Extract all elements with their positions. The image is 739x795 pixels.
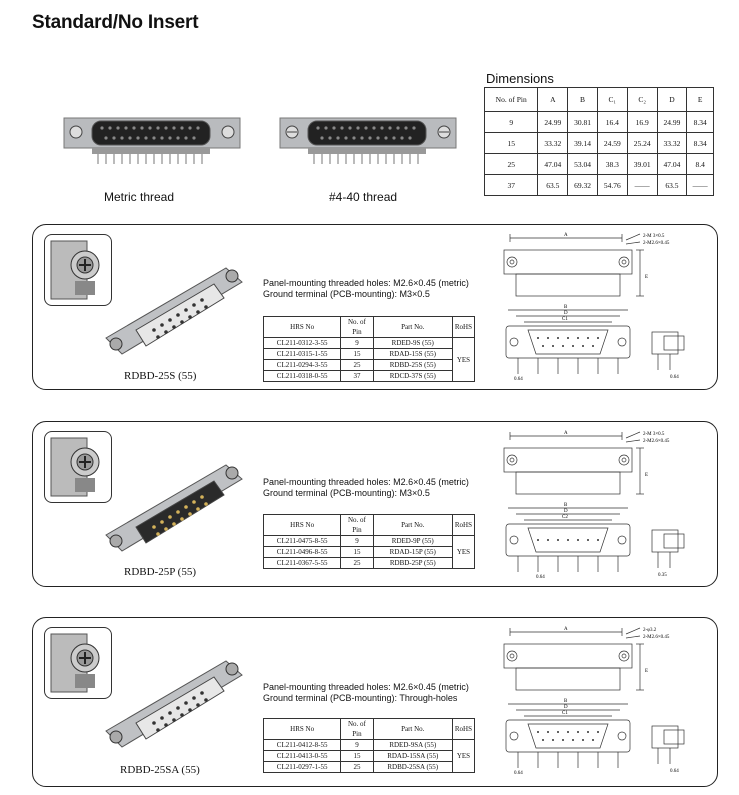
table-cell: RDAD-15S (55)	[373, 349, 452, 360]
dimensions-title: Dimensions	[486, 71, 554, 86]
dim-header-e: E	[687, 88, 714, 112]
rohs-cell: YES	[452, 740, 474, 773]
table-cell: 30.81	[568, 112, 598, 133]
table-cell: 8.34	[687, 112, 714, 133]
spec-ground-terminal: Ground terminal (PCB-mounting): M3×0.5	[263, 488, 430, 498]
table-cell: 37	[341, 371, 373, 382]
table-cell: 9	[341, 536, 373, 547]
dwg-note-ground: 2-M 3×0.5	[643, 432, 665, 437]
table-cell: CL211-0367-5-55	[264, 558, 341, 569]
technical-drawing	[498, 622, 710, 780]
table-cell: 15	[341, 547, 373, 558]
table-cell: 15	[341, 751, 373, 762]
dim-e-label: E	[645, 275, 649, 280]
table-row	[264, 740, 475, 751]
parts-header-part: Part No.	[373, 719, 452, 740]
dim-side-label: 0.64	[670, 769, 679, 774]
spec-mounting-holes: Panel-mounting threaded holes: M2.6×0.45 (metric)	[263, 278, 469, 288]
table-row	[264, 360, 475, 371]
table-cell: RDAD-15P (55)	[373, 547, 452, 558]
dim-c-label: C1	[562, 711, 568, 716]
parts-header-rohs: RoHS	[452, 317, 474, 338]
table-cell: CL211-0475-8-55	[264, 536, 341, 547]
table-cell: 63.5	[538, 175, 568, 196]
table-cell: 24.99	[657, 112, 687, 133]
spec-ground-terminal: Ground terminal (PCB-mounting): M3×0.5	[263, 289, 430, 299]
rdbd-25sa-connector-photo	[96, 651, 246, 761]
imperial-thread-connector-photo	[278, 112, 458, 168]
rdbd-25s-connector-photo	[96, 258, 246, 368]
rohs-cell: YES	[452, 536, 474, 569]
dwg-note-ground: 2-φ3.2	[643, 628, 657, 633]
table-cell: RDED-9S (55)	[373, 338, 452, 349]
dim-header-d: D	[657, 88, 687, 112]
metric-thread-connector-photo	[62, 112, 242, 168]
table-cell: 54.76	[597, 175, 627, 196]
table-cell: 24.99	[538, 112, 568, 133]
page-title: Standard/No Insert	[32, 12, 199, 33]
table-cell: 9	[341, 338, 373, 349]
table-cell: RDED-9P (55)	[373, 536, 452, 547]
table-cell: 33.32	[538, 133, 568, 154]
table-row	[264, 547, 475, 558]
dwg-note-holes: 2-M2.6×0.45	[643, 241, 670, 246]
table-cell: 25	[341, 360, 373, 371]
panel-caption: RDBD-25S (55)	[124, 370, 197, 382]
dim-b-label: B	[564, 503, 568, 508]
dim-header-a: A	[538, 88, 568, 112]
table-row	[264, 371, 475, 382]
dim-c-label: C1	[562, 317, 568, 322]
dwg-note-ground: 2-M 3×0.5	[643, 234, 665, 239]
table-cell: CL211-0297-1-55	[264, 762, 341, 773]
table-cell: 9	[341, 740, 373, 751]
table-cell: 69.32	[568, 175, 598, 196]
table-cell: 25	[341, 558, 373, 569]
table-cell: 8.4	[687, 154, 714, 175]
dim-side-label: 0.64	[670, 375, 679, 380]
parts-header-pins: No. of Pin	[341, 317, 373, 338]
dim-a-label: A	[564, 627, 568, 632]
spec-text	[263, 682, 469, 704]
table-row	[264, 338, 475, 349]
dim-b-label: B	[564, 305, 568, 310]
spec-mounting-holes: Panel-mounting threaded holes: M2.6×0.45 (metric)	[263, 477, 469, 487]
table-cell: 37	[485, 175, 538, 196]
rdbd-25p-connector-photo	[96, 455, 246, 565]
metric-thread-label: Metric thread	[104, 190, 175, 204]
spec-mounting-holes: Panel-mounting threaded holes: M2.6×0.45 (metric)	[263, 682, 469, 692]
dim-a-label: A	[564, 431, 568, 436]
dwg-note-holes: 2-M2.6×0.45	[643, 635, 670, 640]
parts-header-hrs: HRS No	[264, 515, 341, 536]
table-cell: CL211-0496-8-55	[264, 547, 341, 558]
table-cell: ——	[627, 175, 657, 196]
table-cell: CL211-0315-1-55	[264, 349, 341, 360]
dim-e-label: E	[645, 473, 649, 478]
spec-text	[263, 278, 469, 300]
table-cell: 9	[485, 112, 538, 133]
parts-table	[263, 316, 475, 382]
table-cell: RDBD-25P (55)	[373, 558, 452, 569]
dim-b-label: B	[564, 699, 568, 704]
table-cell: 25	[485, 154, 538, 175]
table-cell: 15	[485, 133, 538, 154]
table-cell: CL211-0413-0-55	[264, 751, 341, 762]
spec-text	[263, 477, 469, 499]
dim-side-label: 0.35	[658, 573, 667, 578]
table-row	[485, 154, 714, 175]
rohs-cell: YES	[452, 338, 474, 382]
parts-header-hrs: HRS No	[264, 719, 341, 740]
dim-header-pins: No. of Pin	[485, 88, 538, 112]
table-cell: 16.9	[627, 112, 657, 133]
parts-header-rohs: RoHS	[452, 515, 474, 536]
table-cell: 63.5	[657, 175, 687, 196]
parts-header-part: Part No.	[373, 515, 452, 536]
parts-header-pins: No. of Pin	[341, 719, 373, 740]
table-row	[264, 751, 475, 762]
table-cell: 24.59	[597, 133, 627, 154]
dwg-note-holes: 2-M2.6×0.45	[643, 439, 670, 444]
table-cell: RDBD-25S (55)	[373, 360, 452, 371]
dim-header-c1: C₁	[597, 88, 627, 112]
table-cell: 8.34	[687, 133, 714, 154]
table-cell: 16.4	[597, 112, 627, 133]
dim-pitch-label: 0.64	[514, 771, 523, 776]
dim-header-b: B	[568, 88, 598, 112]
imperial-thread-label: #4-40 thread	[329, 190, 398, 204]
table-cell: RDED-9SA (55)	[373, 740, 452, 751]
table-cell: 25.24	[627, 133, 657, 154]
table-row	[485, 175, 714, 196]
table-cell: 39.01	[627, 154, 657, 175]
technical-drawing	[498, 426, 710, 582]
panel-caption: RDBD-25P (55)	[124, 566, 197, 578]
table-row	[264, 349, 475, 360]
parts-header-pins: No. of Pin	[341, 515, 373, 536]
table-cell: 47.04	[538, 154, 568, 175]
table-row	[485, 133, 714, 154]
dim-d-label: D	[564, 509, 568, 514]
table-row	[264, 762, 475, 773]
dim-e-label: E	[645, 669, 649, 674]
table-cell: RDCD-37S (55)	[373, 371, 452, 382]
table-cell: 38.3	[597, 154, 627, 175]
table-cell: RDAD-15SA (55)	[373, 751, 452, 762]
table-cell: CL211-0294-3-55	[264, 360, 341, 371]
dim-d-label: D	[564, 311, 568, 316]
table-cell: 53.04	[568, 154, 598, 175]
table-cell: 39.14	[568, 133, 598, 154]
table-cell: CL211-0318-0-55	[264, 371, 341, 382]
dimensions-table	[484, 87, 714, 196]
table-cell: 25	[341, 762, 373, 773]
table-row	[264, 558, 475, 569]
parts-header-rohs: RoHS	[452, 719, 474, 740]
dim-d-label: D	[564, 705, 568, 710]
panel-caption: RDBD-25SA (55)	[120, 764, 200, 776]
parts-table	[263, 514, 475, 569]
dim-header-c2: C₂	[627, 88, 657, 112]
parts-header-hrs: HRS No	[264, 317, 341, 338]
table-row	[485, 112, 714, 133]
table-cell: CL211-0412-8-55	[264, 740, 341, 751]
spec-ground-terminal: Ground terminal (PCB-mounting): Through-holes	[263, 693, 458, 703]
table-cell: 15	[341, 349, 373, 360]
table-cell: ——	[687, 175, 714, 196]
parts-table	[263, 718, 475, 773]
parts-header-part: Part No.	[373, 317, 452, 338]
table-cell: 47.04	[657, 154, 687, 175]
table-cell: CL211-0312-3-55	[264, 338, 341, 349]
dim-pitch-label: 0.64	[514, 377, 523, 382]
technical-drawing	[498, 228, 710, 384]
table-cell: RDBD-25SA (55)	[373, 762, 452, 773]
table-row	[264, 536, 475, 547]
table-cell: 33.32	[657, 133, 687, 154]
dim-c-label: C2	[562, 515, 568, 520]
dim-pitch-label: 0.64	[536, 575, 545, 580]
dim-a-label: A	[564, 233, 568, 238]
